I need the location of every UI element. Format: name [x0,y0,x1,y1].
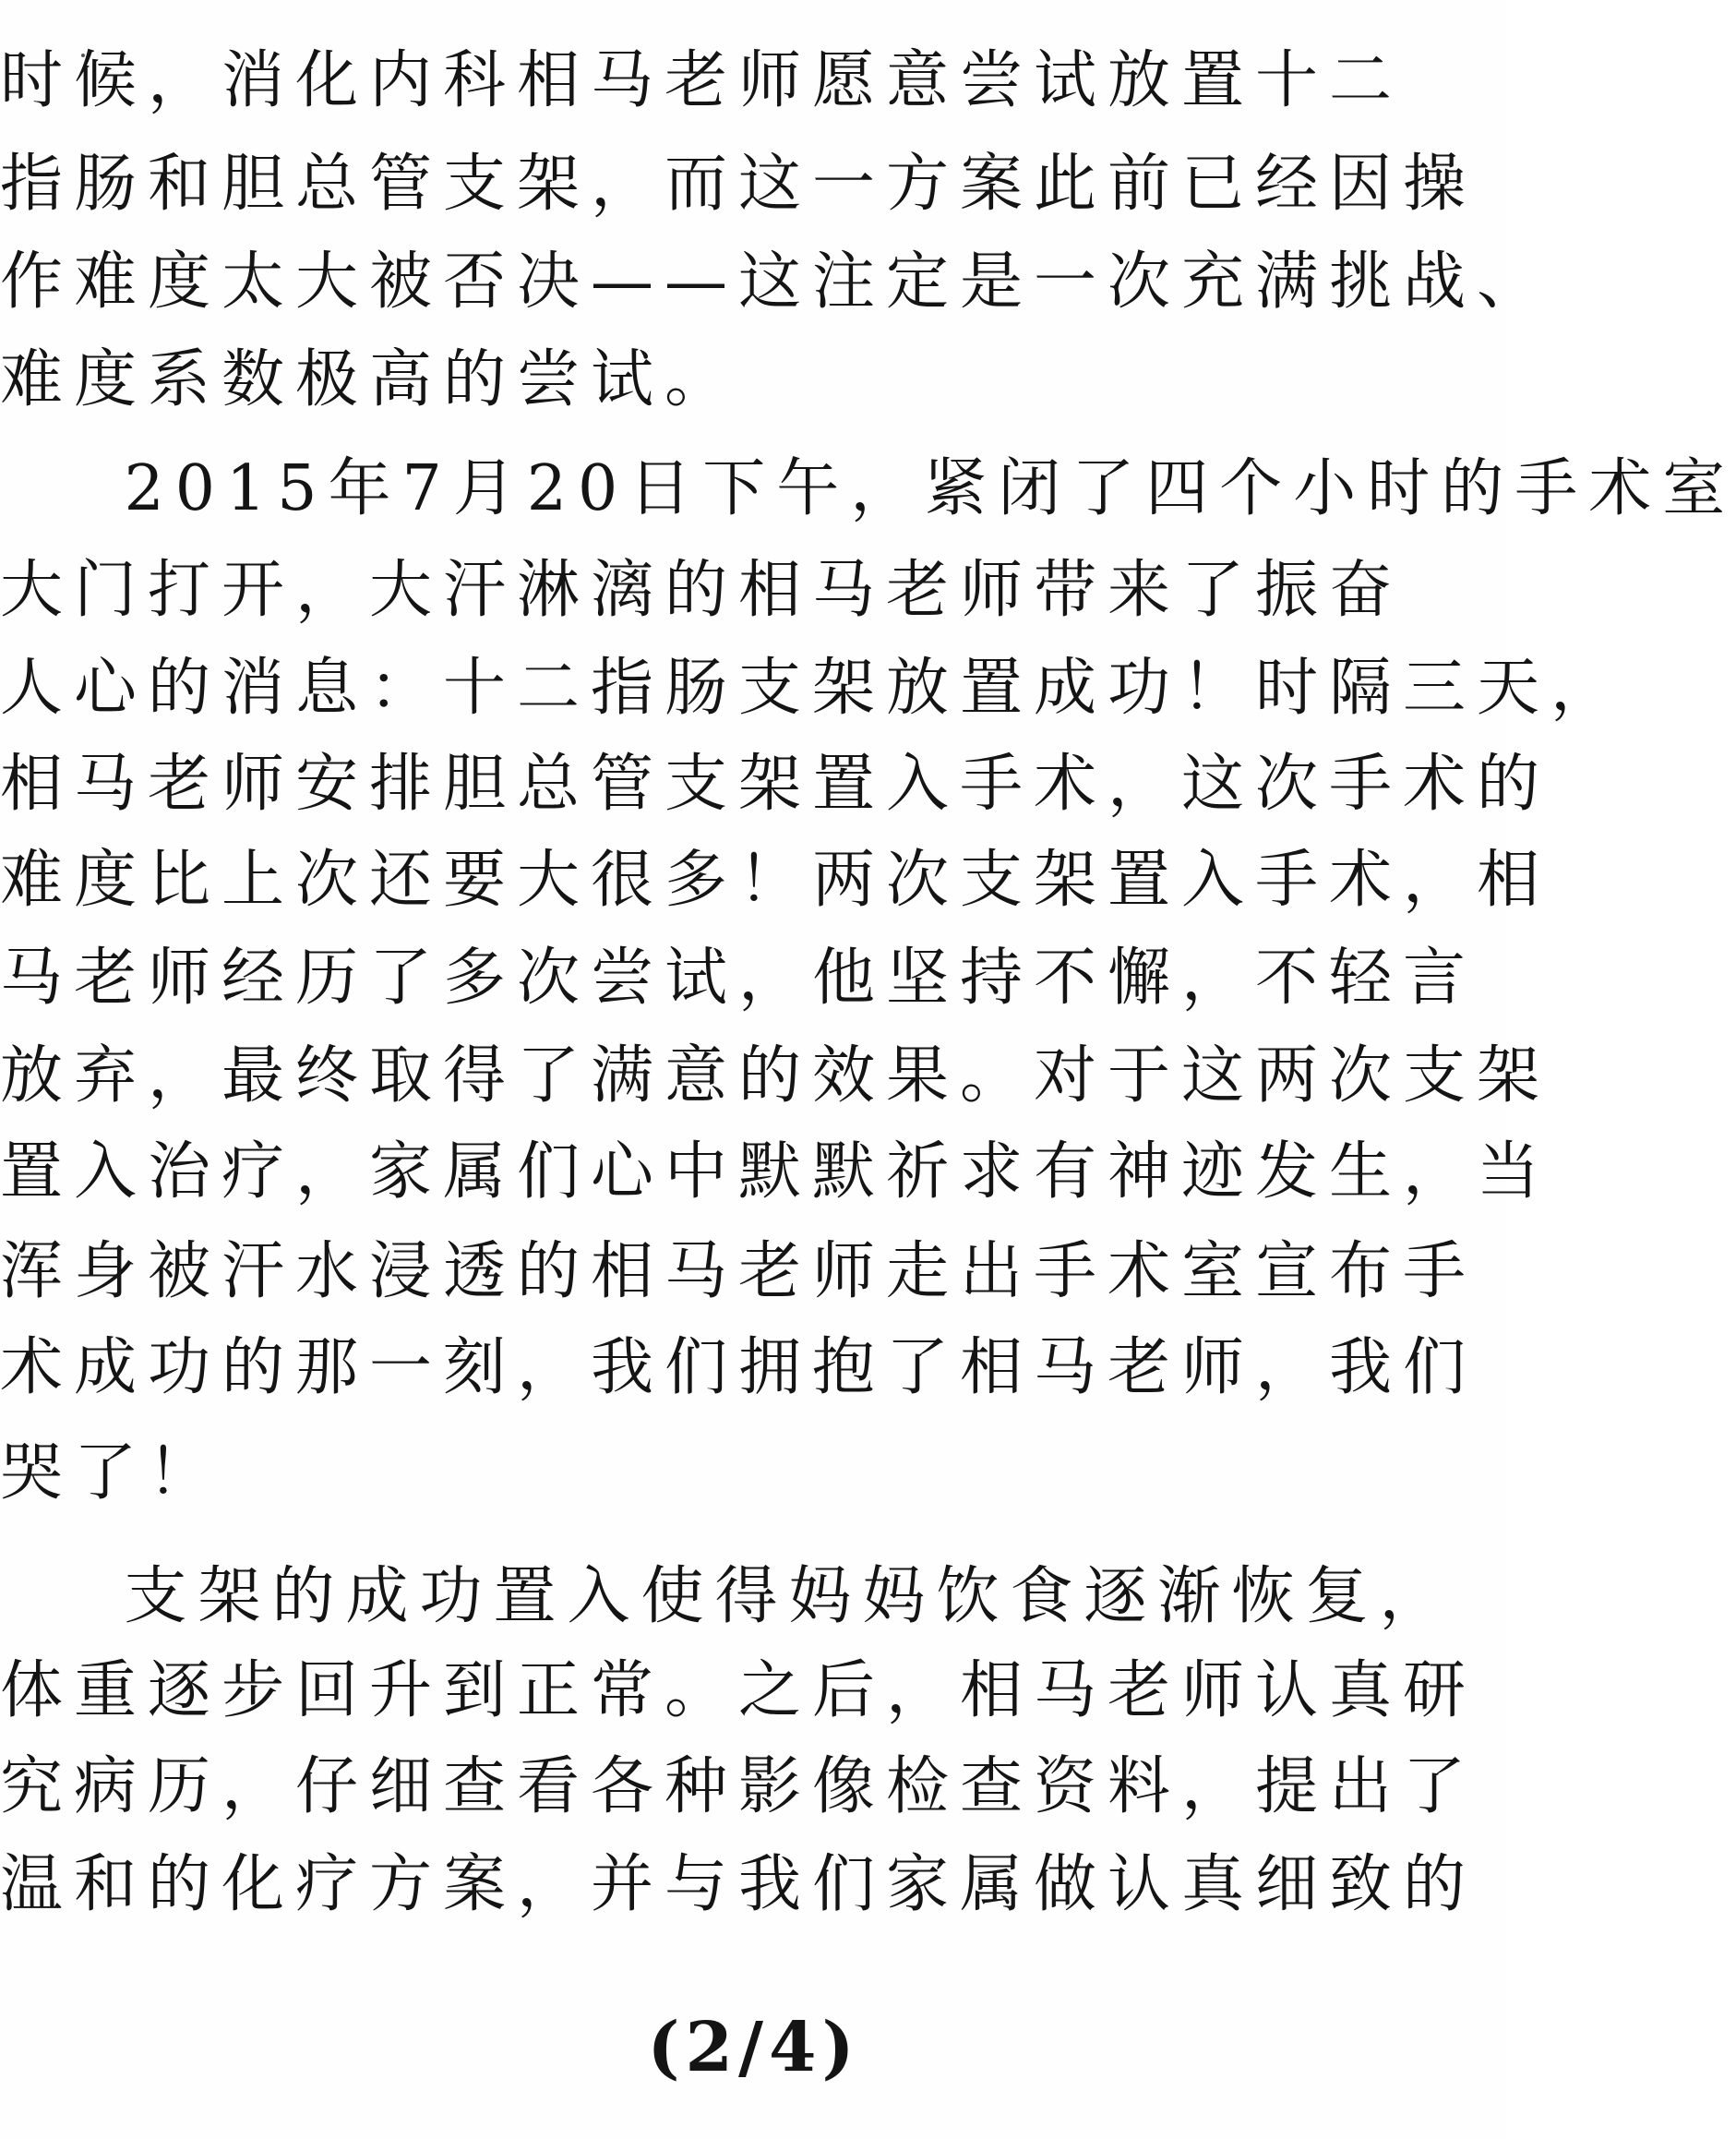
text-line-8: 相马老师安排胆总管支架置入手术，这次手术的 [0,748,1551,821]
text-line-11: 放弃，最终取得了满意的效果。对于这两次支架 [0,1039,1551,1112]
text-line-12: 置入治疗，家属们心中默默祈求有神迹发生，当 [0,1136,1551,1208]
text-line-10: 马老师经历了多次尝试，他坚持不懈，不轻言 [0,942,1478,1015]
text-line-19: 温和的化疗方案，并与我们家属做认真细致的 [0,1848,1478,1921]
text-line-5: 2015年7月20日下午，紧闭了四个小时的手术室 [0,452,1736,525]
text-line-4: 难度系数极高的尝试。 [0,343,739,416]
text-line-13: 浑身被汗水浸透的相马老师走出手术室宣布手 [0,1235,1478,1308]
text-line-3: 作难度太大被否决——这注定是一次充满挑战、 [0,246,1551,318]
text-line-16: 支架的成功置入使得妈妈饮食逐渐恢复， [0,1560,1454,1633]
text-line-15: 哭了！ [0,1436,222,1509]
text-line-18: 究病历，仔细查看各种影像检查资料，提出了 [0,1750,1478,1823]
text-line-9: 难度比上次还要大很多！两次支架置入手术，相 [0,844,1551,917]
text-line-17: 体重逐步回升到正常。之后，相马老师认真研 [0,1654,1478,1727]
text-line-7: 人心的消息：十二指肠支架放置成功！时隔三天， [0,652,1625,725]
text-line-2: 指肠和胆总管支架，而这一方案此前已经因操 [0,148,1478,221]
page-number: (2/4) [647,2008,860,2087]
text-line-14: 术成功的那一刻，我们拥抱了相马老师，我们 [0,1331,1478,1404]
text-line-1: 时候，消化内科相马老师愿意尝试放置十二 [0,44,1404,117]
text-line-6: 大门打开，大汗淋漓的相马老师带来了振奋 [0,554,1404,627]
